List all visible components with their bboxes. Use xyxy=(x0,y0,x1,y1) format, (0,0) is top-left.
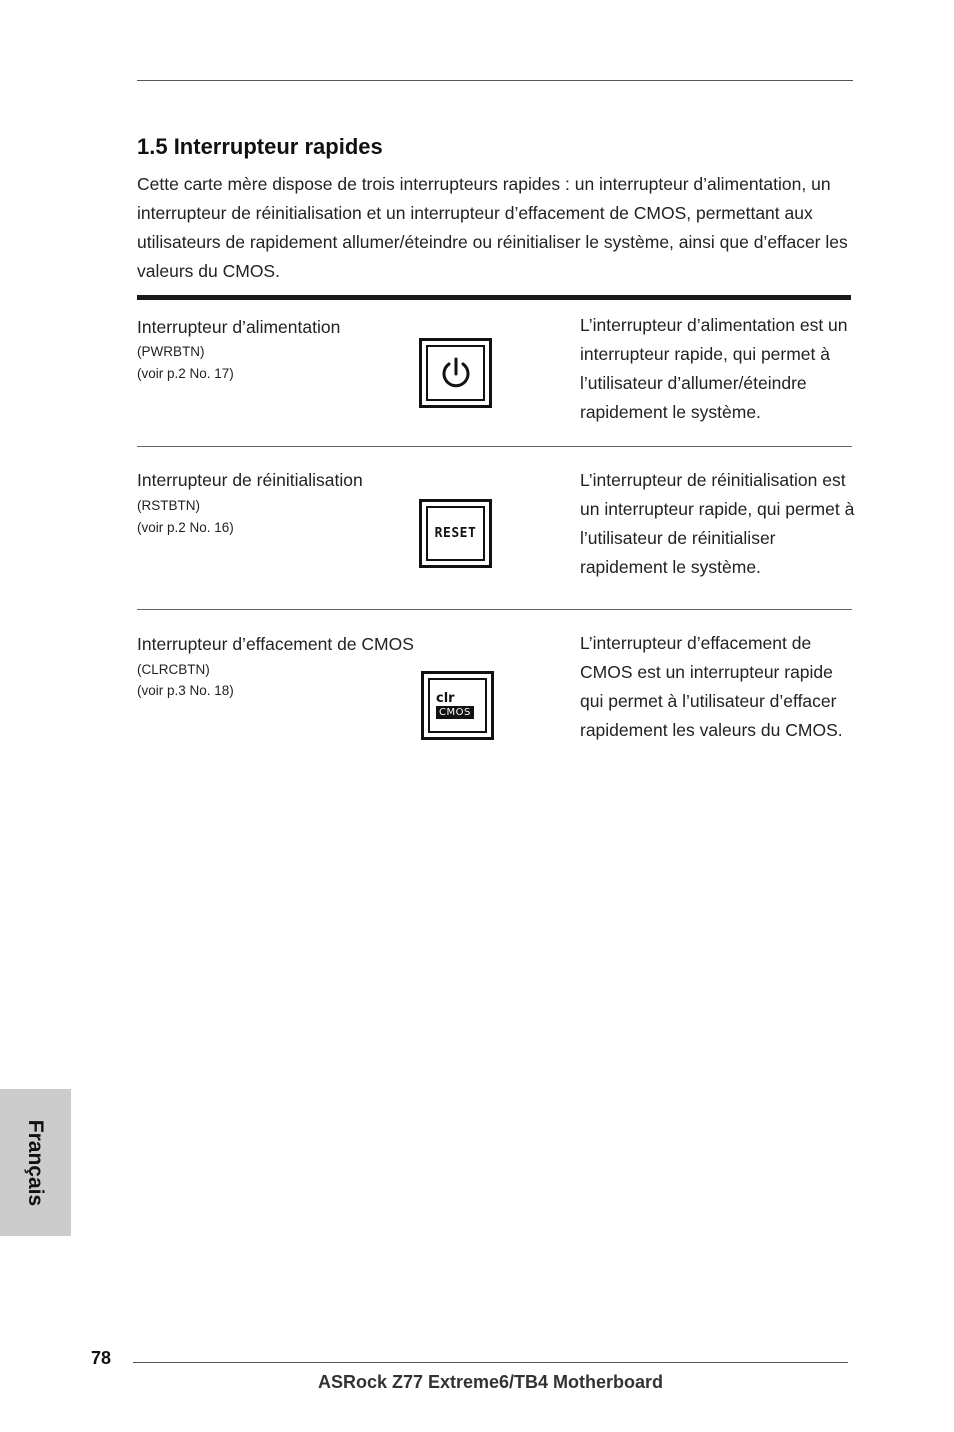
power-switch-code: (PWRBTN) xyxy=(137,344,205,359)
power-icon xyxy=(419,338,492,408)
language-tab-label: Français xyxy=(24,1119,48,1206)
page-number: 78 xyxy=(91,1348,112,1368)
power-switch-name: Interrupteur d’alimentation xyxy=(137,317,341,337)
header-rule xyxy=(137,80,853,81)
power-switch-description: L’interrupteur d’alimentation est un interrupteur rapide, qui permet à l’utilisateur d’allumer/éteindre rapidement le système. xyxy=(580,315,848,422)
row-divider xyxy=(137,446,852,447)
cmos-switch-code: (CLRCBTN) xyxy=(137,662,210,677)
clear-cmos-icon xyxy=(421,671,494,740)
section-intro: Cette carte mère dispose de trois interrupteurs rapides : un interrupteur d’alimentation, un interrupteur de réinitialisation et un interrupteur d’effacement de CMOS, permettant aux utilisateurs de rapidement allumer/éteindre ou réinitialiser le système, ainsi que d’effacer les valeurs du CMOS. xyxy=(137,174,848,281)
reset-switch-name: Interrupteur de réinitialisation xyxy=(137,470,363,490)
section-title: 1.5 Interrupteur rapides xyxy=(137,134,383,159)
footer-rule xyxy=(133,1362,848,1363)
language-tab-label-wrap xyxy=(0,1089,71,1236)
reset-icon-text: RESET xyxy=(434,526,477,541)
power-switch-ref: (voir p.2 No. 17) xyxy=(137,366,234,381)
clear-cmos-icon-top: clr xyxy=(436,691,455,706)
table-top-rule xyxy=(137,295,851,300)
cmos-switch-name: Interrupteur d’effacement de CMOS xyxy=(137,634,414,654)
row-divider xyxy=(137,609,852,610)
power-symbol xyxy=(436,353,476,393)
clear-cmos-icon-bottom: CMOS xyxy=(436,706,474,719)
cmos-switch-description: L’interrupteur d’effacement de CMOS est un interrupteur rapide qui permet à l’utilisateur d’effacer rapidement les valeurs du CMOS. xyxy=(580,633,843,740)
reset-switch-code: (RSTBTN) xyxy=(137,498,200,513)
cmos-switch-ref: (voir p.3 No. 18) xyxy=(137,683,234,698)
reset-switch-ref: (voir p.2 No. 16) xyxy=(137,520,234,535)
reset-switch-description: L’interrupteur de réinitialisation est un interrupteur rapide, qui permet à l’utilisateur de réinitialiser rapidement le système. xyxy=(580,470,855,577)
footer-title: ASRock Z77 Extreme6/TB4 Motherboard xyxy=(317,1372,664,1392)
reset-icon xyxy=(419,499,492,568)
